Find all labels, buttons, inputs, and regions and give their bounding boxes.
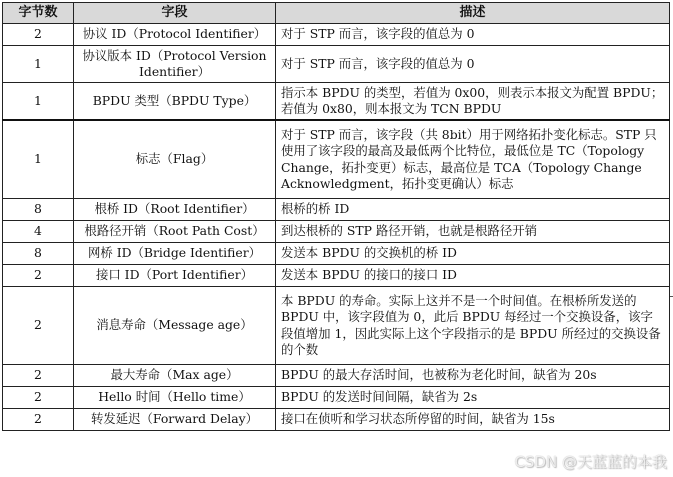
bytes-cell: 2 xyxy=(3,409,74,431)
field-cell: 根路径开销（Root Path Cost） xyxy=(74,221,276,243)
field-cell: 接口 ID（Port Identifier） xyxy=(74,265,276,287)
table-row xyxy=(3,287,670,365)
bytes-cell: 1 xyxy=(3,83,74,121)
bpdu-field-table xyxy=(2,2,670,431)
description-cell: 到达根桥的 STP 路径开销，也就是根路径开销 xyxy=(276,221,670,243)
bytes-cell: 2 xyxy=(3,265,74,287)
header-description: 描述 xyxy=(276,3,670,24)
field-cell: 转发延迟（Forward Delay） xyxy=(74,409,276,431)
description-cell: 本 BPDU 的寿命。实际上这并不是一个时间值。在根桥所发送的 BPDU 中，该字段值为 0，此后 BPDU 每经过一个交换设备，该字段值增加 1，因此实际上这个字段指示的是 BPDU 所经过的交换设备的个数 xyxy=(276,287,670,365)
bytes-cell: 2 xyxy=(3,365,74,387)
csdn-watermark: CSDN @天蓝蓝的本我 xyxy=(514,453,667,471)
field-cell: Hello 时间（Hello time） xyxy=(74,387,276,409)
table-row xyxy=(3,387,670,409)
field-cell: 协议 ID（Protocol Identifier） xyxy=(74,24,276,46)
bytes-cell: 2 xyxy=(3,387,74,409)
bytes-cell: 4 xyxy=(3,221,74,243)
description-cell: BPDU 的发送时间间隔，缺省为 2s xyxy=(276,387,670,409)
description-cell: 对于 STP 而言，该字段（共 8bit）用于网络拓扑变化标志。STP 只使用了该字段的最高及最低两个比特位，最低位是 TC（Topology Change，拓扑变更）标志，最高位是 TCA（Topology Change Acknowledgment，拓扑变更确认）标志 xyxy=(276,120,670,199)
table-row xyxy=(3,409,670,431)
bytes-cell: 2 xyxy=(3,287,74,365)
field-cell: BPDU 类型（BPDU Type） xyxy=(74,83,276,121)
bytes-cell: 8 xyxy=(3,199,74,221)
bytes-cell: 1 xyxy=(3,120,74,199)
field-cell: 标志（Flag） xyxy=(74,120,276,199)
field-cell: 协议版本 ID（Protocol Version Identifier） xyxy=(74,46,276,83)
bytes-cell: 2 xyxy=(3,24,74,46)
table-row xyxy=(3,46,670,83)
field-cell: 根桥 ID（Root Identifier） xyxy=(74,199,276,221)
description-cell: BPDU 的最大存活时间，也被称为老化时间，缺省为 20s xyxy=(276,365,670,387)
table-row xyxy=(3,221,670,243)
table-header-row xyxy=(3,3,670,24)
table-row xyxy=(3,199,670,221)
field-cell: 网桥 ID（Bridge Identifier） xyxy=(74,243,276,265)
bytes-cell: 1 xyxy=(3,46,74,83)
field-cell: 最大寿命（Max age） xyxy=(74,365,276,387)
table-row xyxy=(3,120,670,199)
table-row xyxy=(3,83,670,121)
bytes-cell: 8 xyxy=(3,243,74,265)
description-cell: 对于 STP 而言，该字段的值总为 0 xyxy=(276,46,670,83)
description-cell: 发送本 BPDU 的接口的接口 ID xyxy=(276,265,670,287)
field-cell: 消息寿命（Message age） xyxy=(74,287,276,365)
header-bytes: 字节数 xyxy=(3,3,74,24)
table-row xyxy=(3,243,670,265)
description-cell: 对于 STP 而言，该字段的值总为 0 xyxy=(276,24,670,46)
description-cell: 根桥的桥 ID xyxy=(276,199,670,221)
table-row xyxy=(3,265,670,287)
table-row xyxy=(3,365,670,387)
description-cell: 接口在侦听和学习状态所停留的时间，缺省为 15s xyxy=(276,409,670,431)
header-field: 字段 xyxy=(74,3,276,24)
description-cell: 发送本 BPDU 的交换机的桥 ID xyxy=(276,243,670,265)
description-cell: 指示本 BPDU 的类型，若值为 0x00，则表示本报文为配置 BPDU；若值为 0x80，则本报文为 TCN BPDU xyxy=(276,83,670,121)
table-row xyxy=(3,24,670,46)
